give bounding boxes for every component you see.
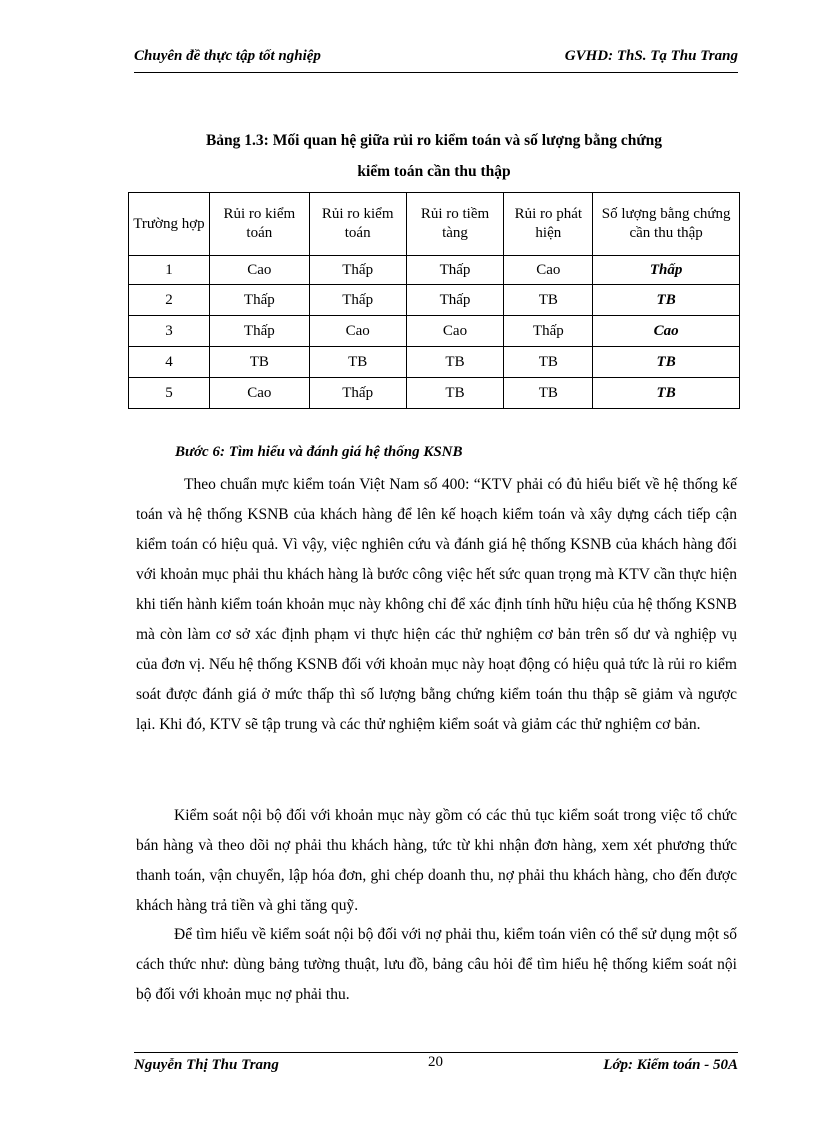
table-cell: 5 <box>129 378 210 409</box>
table-cell: TB <box>504 378 593 409</box>
column-header: Rủi ro kiểm toán <box>309 193 406 256</box>
table-cell: Thấp <box>406 285 504 316</box>
table-cell: 4 <box>129 347 210 378</box>
header-title: Chuyên đề thực tập tốt nghiệp <box>134 48 321 64</box>
table-cell: Cao <box>504 256 593 285</box>
footer-divider <box>134 1052 738 1053</box>
table-row <box>129 347 740 378</box>
body-paragraph-1: Theo chuẩn mực kiểm toán Việt Nam số 400: “KTV phải có đủ hiểu biết về hệ thống kế toán và hệ thống KSNB của khách hàng để lên kế hoạch kiểm toán và xây dựng cách tiếp cận kiểm toán có hiệu quả. Vì vậy, việc nghiên cứu và đánh giá hệ thống KSNB của khách hàng đối với khoản mục phải thu khách hàng là bước công việc hết sức quan trọng mà KTV cần thực hiện khi tiến hành kiểm toán khoản mục này không chỉ để xác định tính hữu hiệu của hệ thống KSNB mà còn làm cơ sở xác định phạm vi thực hiện các thử nghiệm cơ bản trên số dư và nghiệp vụ của đơn vị. Nếu hệ thống KSNB đối với khoản mục này hoạt động có hiệu quả tức là rủi ro kiểm soát được đánh giá ở mức thấp thì số lượng bằng chứng kiểm toán thu thập sẽ giảm và ngược lại. Khi đó, KTV sẽ tập trung và các thử nghiệm kiểm soát và giảm các thử nghiệm cơ bản. <box>136 476 737 733</box>
table-title-line-1: Bảng 1.3: Mối quan hệ giữa rủi ro kiểm toán và số lượng bằng chứng <box>205 132 663 149</box>
column-header: Số lượng bằng chứng cần thu thập <box>593 193 740 256</box>
column-header: Rủi ro kiểm toán <box>209 193 309 256</box>
body-paragraph-2: Kiểm soát nội bộ đối với khoản mục này gồm có các thủ tục kiểm soát trong việc tổ chức bán hàng và theo dõi nợ phải thu khách hàng, tức từ khi nhận đơn hàng, xem xét phương thức thanh toán, vận chuyển, lập hóa đơn, ghi chép doanh thu, nợ phải thu khách hàng, cho đến được khách hàng trả tiền và ghi tăng quỹ. <box>136 807 737 914</box>
column-header: Rủi ro phát hiện <box>504 193 593 256</box>
table-cell: 3 <box>129 316 210 347</box>
table-cell-result: TB <box>593 347 740 378</box>
footer-author: Nguyễn Thị Thu Trang <box>134 1057 279 1073</box>
table-cell: TB <box>309 347 406 378</box>
table-cell: 2 <box>129 285 210 316</box>
table-row <box>129 316 740 347</box>
header-divider <box>134 72 738 73</box>
table-cell: Thấp <box>504 316 593 347</box>
table-cell: Cao <box>209 256 309 285</box>
table-cell: TB <box>504 285 593 316</box>
table-cell: TB <box>406 347 504 378</box>
table-cell: Thấp <box>209 285 309 316</box>
column-header: Trường hợp <box>129 193 210 256</box>
table-cell: TB <box>209 347 309 378</box>
table-cell-result: TB <box>593 378 740 409</box>
table-cell: Thấp <box>309 285 406 316</box>
risk-evidence-table <box>128 192 740 409</box>
table-cell-result: TB <box>593 285 740 316</box>
table-cell: Cao <box>309 316 406 347</box>
table-cell: Thấp <box>406 256 504 285</box>
body-paragraph-3: Để tìm hiểu về kiểm soát nội bộ đối với nợ phải thu, kiểm toán viên có thể sử dụng một số cách thức như: dùng bảng tường thuật, lưu đồ, bảng câu hỏi để tìm hiểu hệ thống kiểm soát nội bộ đối với khoản mục nợ phải thu. <box>136 926 737 1003</box>
section-heading: Bước 6: Tìm hiểu và đánh giá hệ thống KSNB <box>175 444 463 460</box>
table-cell-result: Thấp <box>593 256 740 285</box>
column-header: Rủi ro tiềm tàng <box>406 193 504 256</box>
table-header-row <box>129 193 740 256</box>
table-row <box>129 378 740 409</box>
page-number: 20 <box>428 1054 443 1070</box>
table-cell: 1 <box>129 256 210 285</box>
page-header <box>134 48 738 70</box>
footer-class: Lớp: Kiểm toán - 50A <box>603 1057 738 1073</box>
page-footer <box>134 1054 738 1076</box>
table-cell: Cao <box>406 316 504 347</box>
table-cell: Thấp <box>309 256 406 285</box>
table-title-line-2: kiểm toán cần thu thập <box>357 163 511 180</box>
table-cell: Thấp <box>309 378 406 409</box>
table-cell-result: Cao <box>593 316 740 347</box>
table-cell: Thấp <box>209 316 309 347</box>
table-cell: Cao <box>209 378 309 409</box>
header-advisor: GVHD: ThS. Tạ Thu Trang <box>564 48 738 64</box>
table-cell: TB <box>504 347 593 378</box>
table-row <box>129 285 740 316</box>
table-row <box>129 256 740 285</box>
table-cell: TB <box>406 378 504 409</box>
